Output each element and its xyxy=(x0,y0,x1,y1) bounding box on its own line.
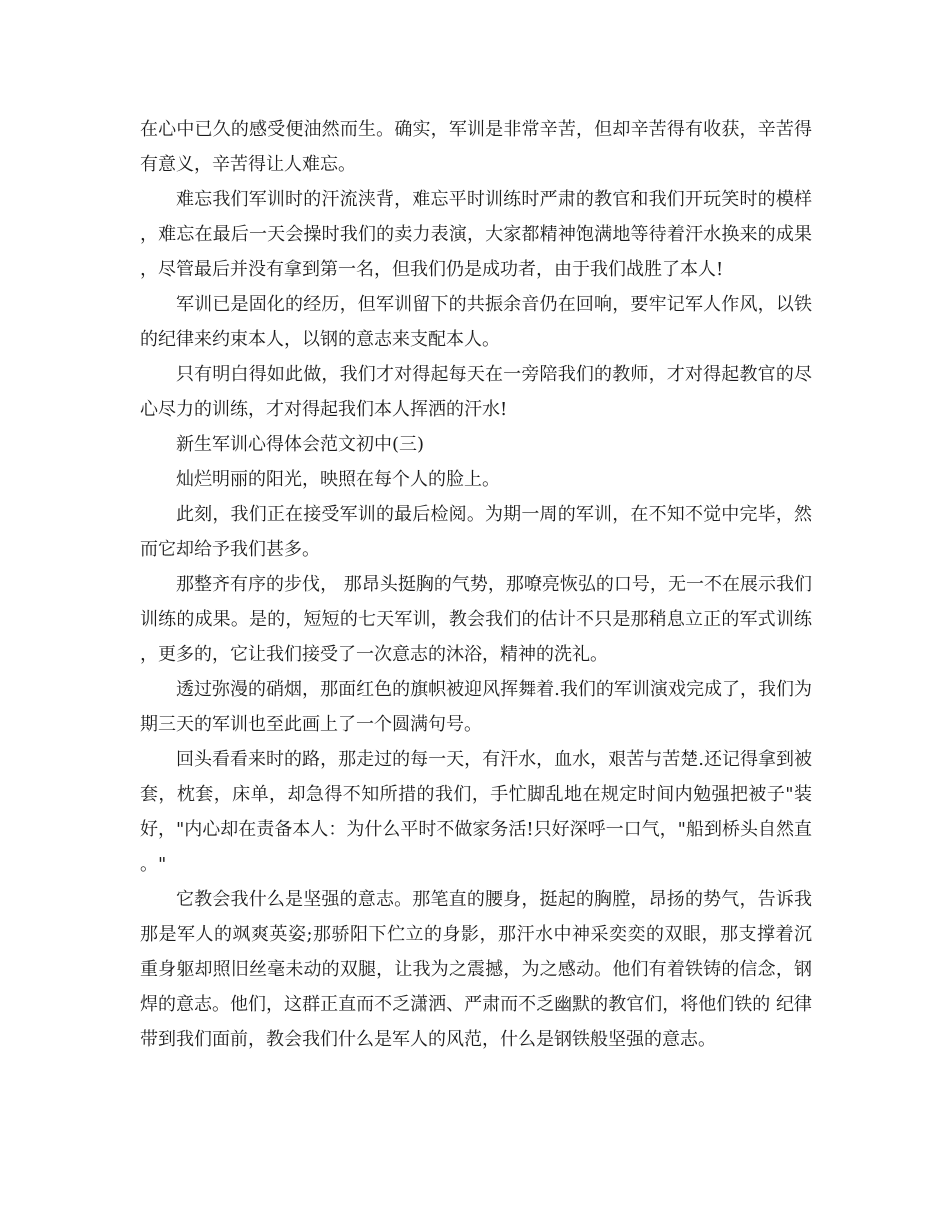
paragraph-6: 灿烂明丽的阳光，映照在每个人的脸上。 xyxy=(176,469,500,490)
paragraph-1: 在心中已久的感受便油然而生。确实，军训是非常辛苦，但却辛苦得有收获，辛苦得有意义，辛苦得让人难忘。 xyxy=(140,119,812,175)
paragraph-11: 它教会我什么是坚强的意志。那笔直的腰身，挺起的胸膛，昂扬的势气，告诉我那是军人的飒爽英姿;那骄阳下伫立的身影，那汗水中神采奕奕的双眼，那支撑着沉 重身躯却照旧丝毫未动的双腿，让我为之震撼，为之感动。他们有着铁铸的信念，钢焊的意志。他们，这群正直而不乏潇洒、严肃而不乏幽默的教官们，将他们铁的 纪律带到我们面前，教会我们什么是军人的风范，什么是钢铁般坚强的意志。 xyxy=(140,889,812,1050)
paragraph-8: 那整齐有序的步伐， 那昂头挺胸的气势，那嘹亮恢弘的口号，无一不在展示我们训练的成果。是的，短短的七天军训，教会我们的估计不只是那稍息立正的军式训练，更多的，它让我们接受了一次意志的沐浴，精神的洗礼。 xyxy=(140,574,812,665)
paragraph-10: 回头看看来时的路，那走过的每一天，有汗水，血水，艰苦与苦楚.还记得拿到被套，枕套，床单，却急得不知所措的我们，手忙脚乱地在规定时间内勉强把被子"装好，"内心却在责备本人：为什么平时不做家务活!只好深呼一口气，"船到桥头自然直。" xyxy=(140,749,812,875)
paragraph-4: 只有明白得如此做，我们才对得起每天在一旁陪我们的教师，才对得起教官的尽心尽力的训练，才对得起我们本人挥洒的汗水! xyxy=(140,364,812,420)
section-heading: 新生军训心得体会范文初中(三) xyxy=(176,434,425,455)
paragraph-7: 此刻，我们正在接受军训的最后检阅。为期一周的军训，在不知不觉中完毕，然而它却给予我们甚多。 xyxy=(140,504,812,560)
document-body xyxy=(140,112,812,1057)
paragraph-2: 难忘我们军训时的汗流浃背，难忘平时训练时严肃的教官和我们开玩笑时的模样，难忘在最后一天会操时我们的卖力表演，大家都精神饱满地等待着汗水换来的成果，尽管最后并没有拿到第一名，但我们仍是成功者，由于我们战胜了本人! xyxy=(140,189,812,280)
paragraph-3: 军训已是固化的经历，但军训留下的共振余音仍在回响，要牢记军人作风，以铁的纪律来约束本人，以钢的意志来支配本人。 xyxy=(140,294,812,350)
paragraph-9: 透过弥漫的硝烟，那面红色的旗帜被迎风挥舞着.我们的军训演戏完成了，我们为期三天的军训也至此画上了一个圆满句号。 xyxy=(140,679,812,735)
